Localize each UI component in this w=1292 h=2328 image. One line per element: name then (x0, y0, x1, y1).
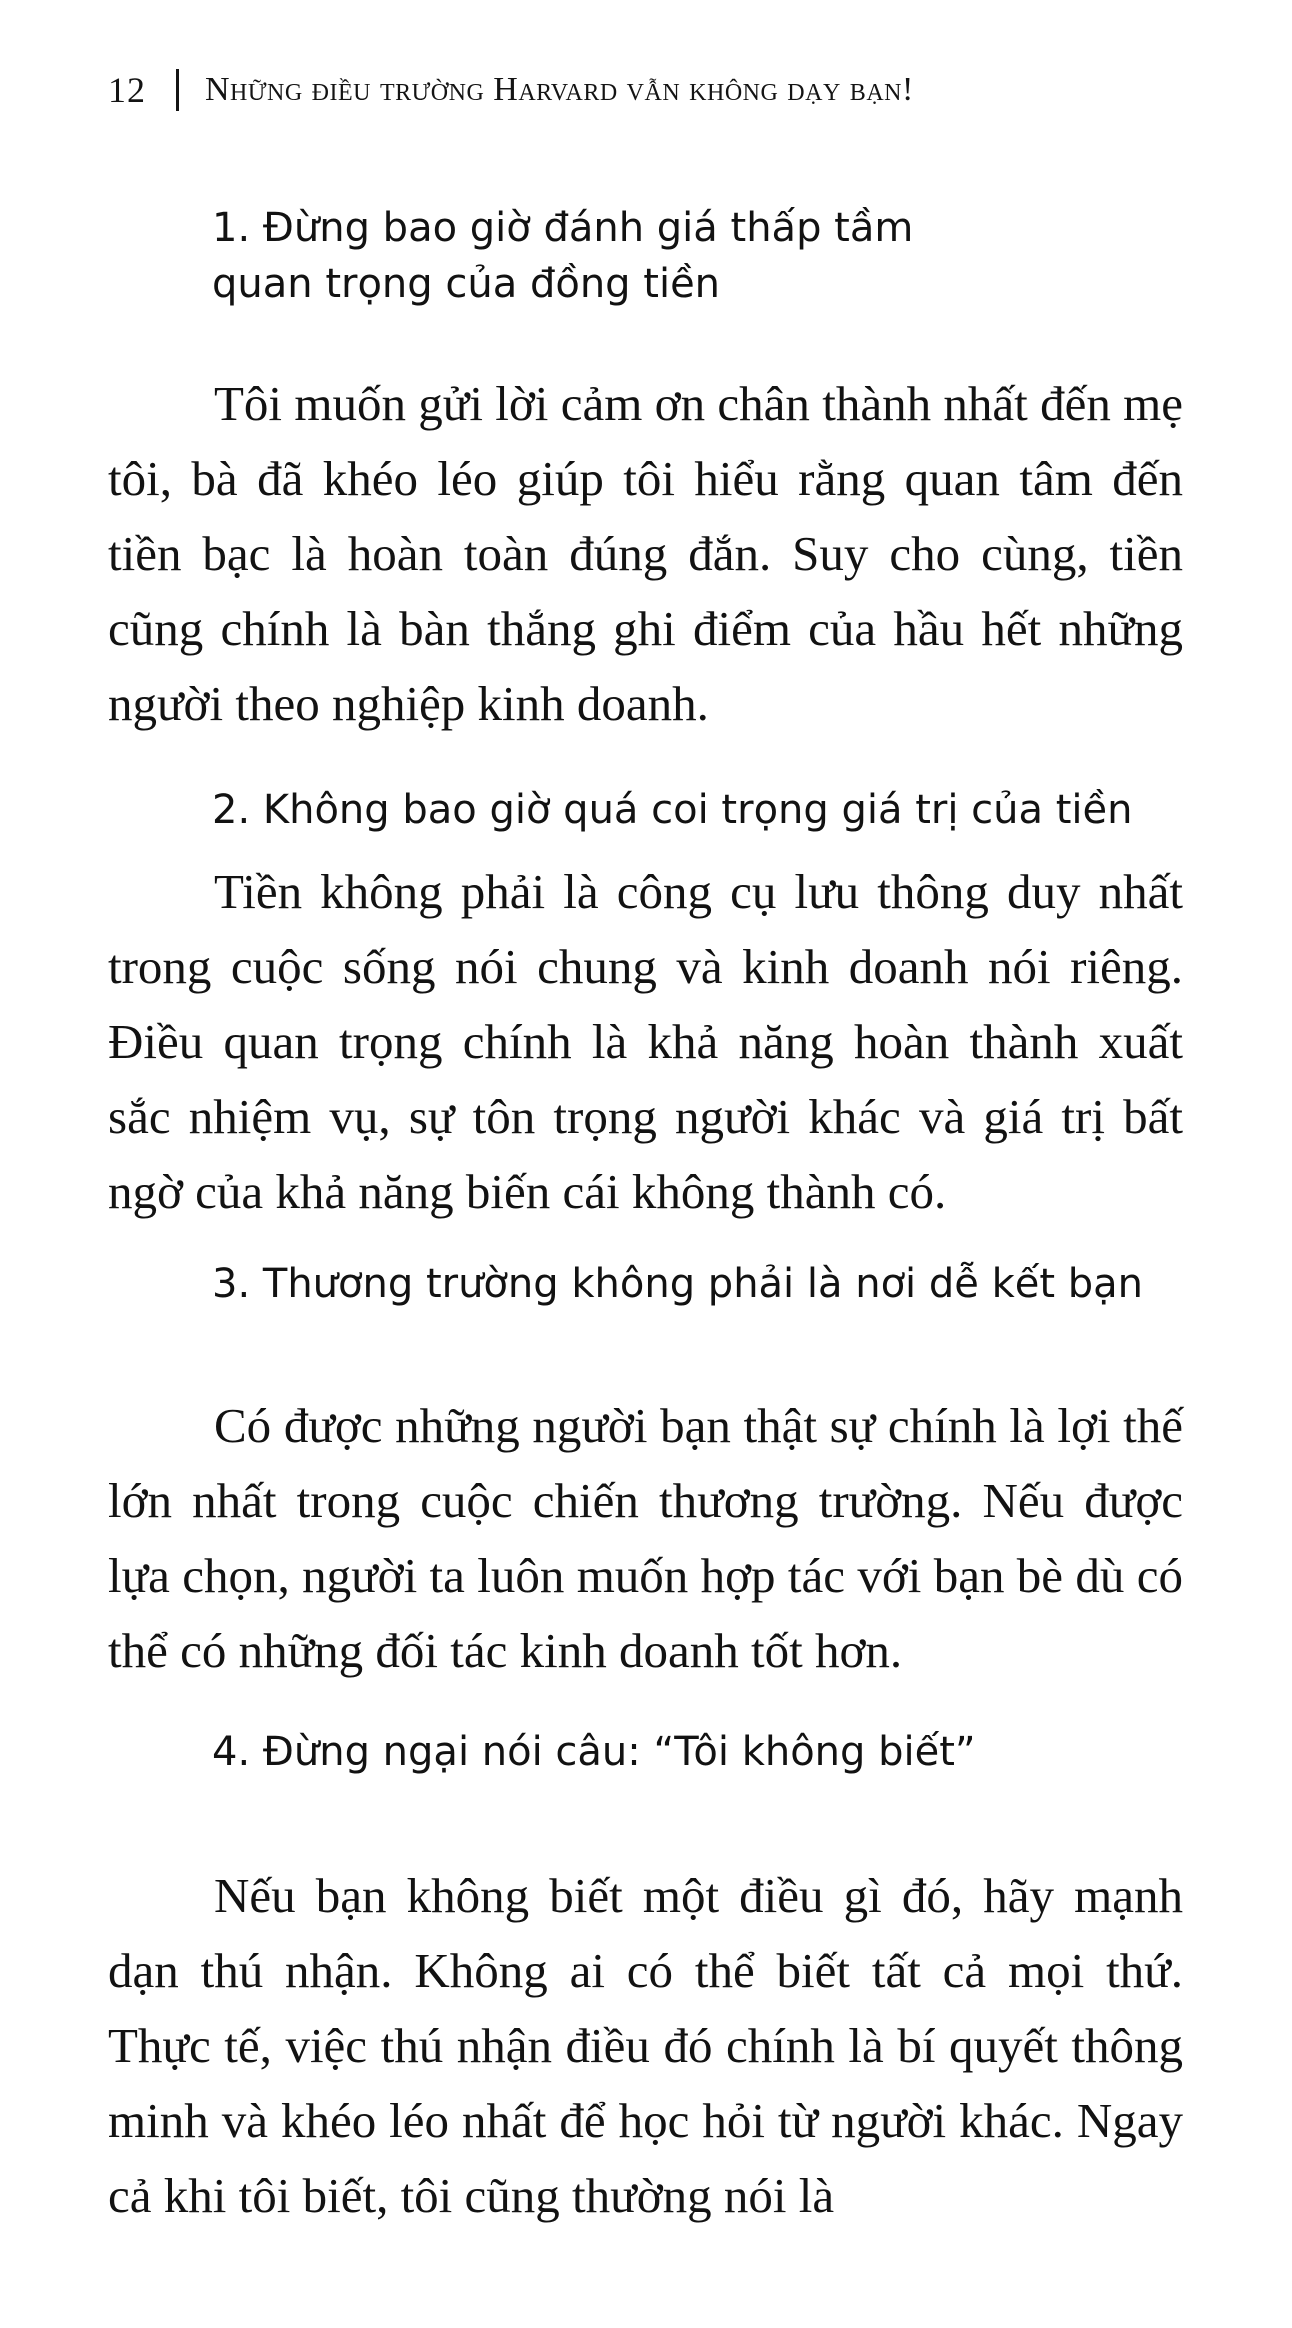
running-header (108, 62, 914, 118)
header-divider (176, 69, 179, 111)
book-title: Những điều trường Harvard vẫn không dạy bạn! (205, 71, 914, 108)
section-paragraph-2: Tiền không phải là công cụ lưu thông duy nhất trong cuộc sống nói chung và kinh doanh nói riêng. Điều quan trọng chính là khả năng hoàn thành xuất sắc nhiệm vụ, sự tôn trọng người khác và giá trị bất ngờ của khả năng biến cái không thành có. (108, 864, 1183, 1219)
page-number: 12 (108, 70, 146, 110)
section-paragraph-4: Nếu bạn không biết một điều gì đó, hãy mạnh dạn thú nhận. Không ai có thể biết tất cả mọi thứ. Thực tế, việc thú nhận điều đó chính là bí quyết thông minh và khéo léo nhất để học hỏi từ người khác. Ngay cả khi tôi biết, tôi cũng thường nói là (108, 1868, 1183, 2223)
section-heading-4: 4. Đừng ngại nói câu: “Tôi không biết” (212, 1729, 976, 1775)
section-heading-3: 3. Thương trường không phải là nơi dễ kết bạn (212, 1261, 1144, 1307)
section-paragraph-3: Có được những người bạn thật sự chính là lợi thế lớn nhất trong cuộc chiến thương trường. Nếu được lựa chọn, người ta luôn muốn hợp tác với bạn bè dù có thể có những đối tác kinh doanh tốt hơn. (108, 1398, 1183, 1678)
section-paragraph-1: Tôi muốn gửi lời cảm ơn chân thành nhất đến mẹ tôi, bà đã khéo léo giúp tôi hiểu rằng quan tâm đến tiền bạc là hoàn toàn đúng đắn. Suy cho cùng, tiền cũng chính là bàn thắng ghi điểm của hầu hết những người theo nghiệp kinh doanh. (108, 376, 1183, 731)
section-heading-2: 2. Không bao giờ quá coi trọng giá trị của tiền (212, 787, 1133, 833)
section-heading-1: 1. Đừng bao giờ đánh giá thấp tầm quan trọng của đồng tiền (212, 205, 914, 307)
